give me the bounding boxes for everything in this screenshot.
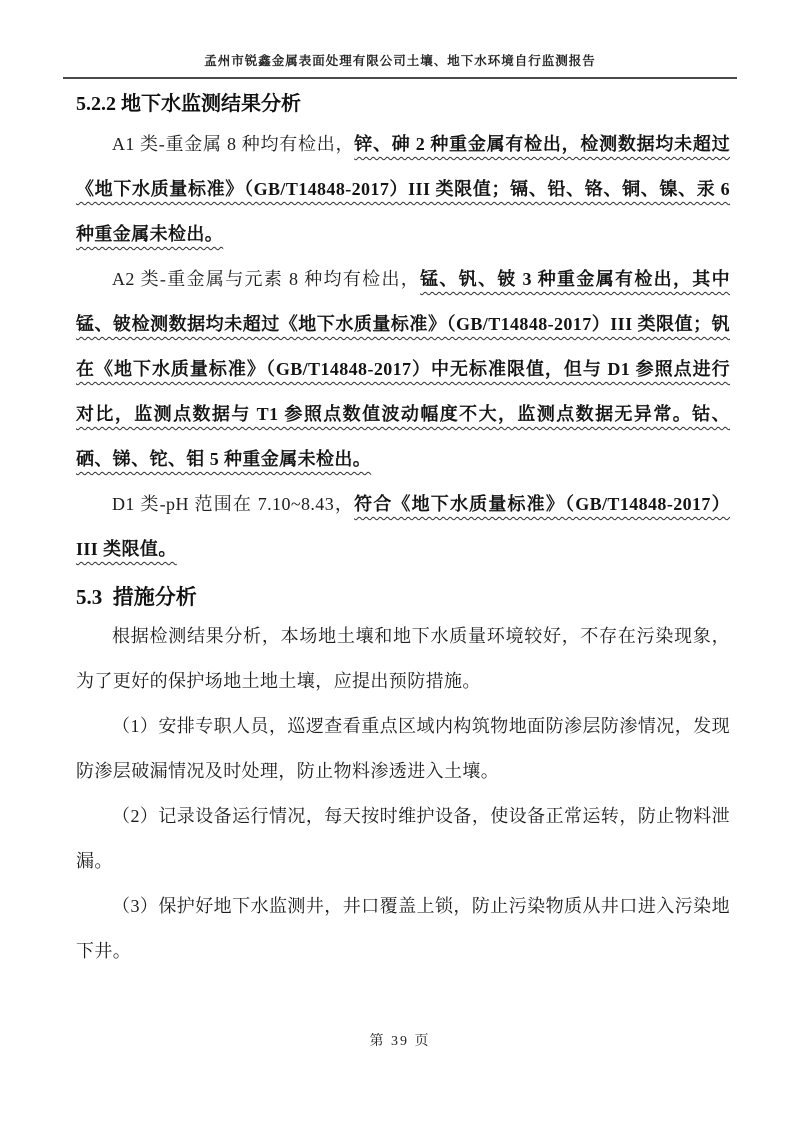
- paragraph-a2: [76, 257, 730, 482]
- paragraph-a2-emphasis: 锰、钒、铍 3 种重金属有检出，其中锰、铍检测数据均未超过《地下水质量标准》（GB/T14848-2017）III 类限值；钒在《地下水质量标准》（GB/T14848-2017）中无标准限值，但与 D1 参照点进行对比，监测点数据与 T1 参照点数值波动幅度不大，监测点数据无异常。钴、硒、锑、铊、钼 5 种重金属未检出。: [76, 269, 730, 469]
- paragraph-a1-lead: A1 类-重金属 8 种均有检出，: [112, 134, 355, 154]
- paragraph-a2-lead: A2 类-重金属与元素 8 种均有检出，: [112, 269, 421, 289]
- page-footer: [0, 1030, 800, 1050]
- paragraph-a1-emphasis: 锌、砷 2 种重金属有检出，检测数据均未超过《地下水质量标准》（GB/T14848-2017）III 类限值；镉、铅、铬、铜、镍、汞 6 种重金属未检出。: [76, 134, 730, 244]
- page-number: 第 39 页: [369, 1034, 431, 1049]
- section-heading-5-2-2: 5.2.2 地下水监测结果分析: [76, 93, 301, 115]
- paragraph-measure-1: （1）安排专职人员，巡逻查看重点区域内构筑物地面防渗层防渗情况，发现防渗层破漏情况及时处理，防止物料渗透进入土壤。: [76, 716, 730, 781]
- paragraph-d1: [76, 482, 730, 572]
- document-body: [76, 87, 730, 974]
- page-header: [63, 0, 737, 79]
- paragraph-measure-3: （3）保护好地下水监测井，井口覆盖上锁，防止污染物质从井口进入污染地下井。: [76, 896, 730, 961]
- paragraph-d1-lead: D1 类-pH 范围在 7.10~8.43，: [112, 494, 355, 514]
- paragraph-measures-intro: 根据检测结果分析，本场地土壤和地下水质量环境较好，不存在污染现象，为了更好的保护场地土地土壤，应提出预防措施。: [76, 626, 730, 691]
- paragraph-d1-emphasis: 符合《地下水质量标准》（GB/T14848-2017）III 类限值。: [76, 494, 731, 559]
- section-heading-5-3: 5.3 措施分析: [76, 585, 197, 609]
- paragraph-a1: [76, 122, 730, 257]
- header-title: 孟州市锐鑫金属表面处理有限公司土壤、地下水环境自行监测报告: [204, 54, 596, 68]
- paragraph-measure-2: （2）记录设备运行情况，每天按时维护设备，使设备正常运转，防止物料泄漏。: [76, 806, 730, 871]
